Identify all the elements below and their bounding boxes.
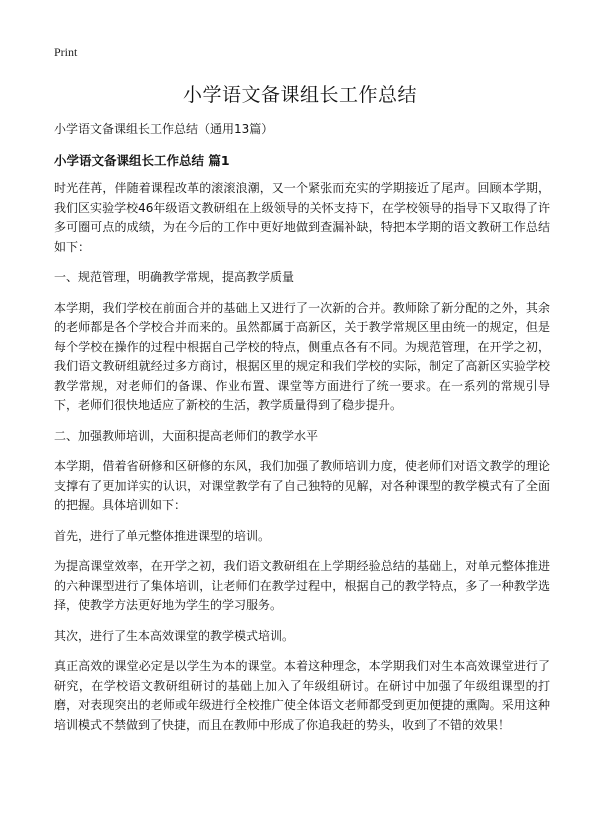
intro-paragraph: 时光荏苒，伴随着课程改革的滚滚浪潮，又一个紧张而充实的学期接近了尾声。回顾本学期，我们区实验学校46年级语文教研组在上级领导的关怀支持下，在学校领导的指导下又取得了许多可圈可点的成绩，为在今后的工作中更好地做到查漏补缺，特把本学期的语文教研工作总结如下： — [54, 181, 550, 254]
body-paragraph: 本学期，借着省研修和区研修的东风，我们加强了教师培训力度，使老师们对语文教学的理论支撑有了更加详实的认识，对课堂教学有了自己独特的见解，对各种课型的教学模式有了全面的把握。具体培训如下： — [54, 459, 550, 512]
body-paragraph: 真正高效的课堂必定是以学生为本的课堂。本着这种理念，本学期我们对生本高效课堂进行了研究，在学校语文教研组研讨的基础上加入了年级组研讨。在研讨中加强了年级组课型的打磨，对表现突出的老师或年级进行全校推广使全体语文老师都受到更加便捷的熏陶。采用这种培训模式不禁做到了快捷，而且在教师中形成了你追我赶的势头，收到了不错的效果！ — [54, 659, 550, 732]
body-paragraph: 为提高课堂效率，在开学之初，我们语文教研组在上学期经验总结的基础上，对单元整体推进的六种课型进行了集体培训，让老师们在教学过程中，根据自己的教学特点，多了一种教学选择，使教学方法更好地为学生的学习服务。 — [54, 559, 550, 612]
subheading-1: 一、规范管理，明确教学常规，提高教学质量 — [54, 270, 295, 284]
section-heading: 小学语文备课组长工作总结 篇1 — [54, 153, 230, 168]
body-paragraph: 本学期，我们学校在前面合并的基础上又进行了一次新的合并。教师除了新分配的之外，其余的老师都是各个学校合并而来的。虽然都属于高新区，关于教学常规区里由统一的规定，但是每个学校在操作的过程中根据自己学校的特点，侧重点各有不同。为规范管理，在开学之初，我们语文教研组就经过多方商讨，根据区里的规定和我们学校的实际，制定了高新区实验学校教学常规，对老师们的备课、作业布置、课堂等方面进行了统一要求。在一系列的常规引导下，老师们很快地适应了新校的生活，教学质量得到了稳步提升。 — [54, 300, 550, 412]
subpoint-heading: 首先，进行了单元整体推进课型的培训。 — [54, 528, 271, 543]
subpoint-heading: 其次，进行了生本高效课堂的教学模式培训。 — [54, 628, 295, 643]
print-link[interactable]: Print — [54, 45, 78, 59]
document-body — [54, 179, 550, 746]
document-title: 小学语文备课组长工作总结 — [182, 84, 417, 106]
subheading-2: 二、加强教师培训，大面积提高老师们的教学水平 — [54, 428, 319, 443]
document-subtitle: 小学语文备课组长工作总结（通用13篇） — [54, 122, 274, 136]
